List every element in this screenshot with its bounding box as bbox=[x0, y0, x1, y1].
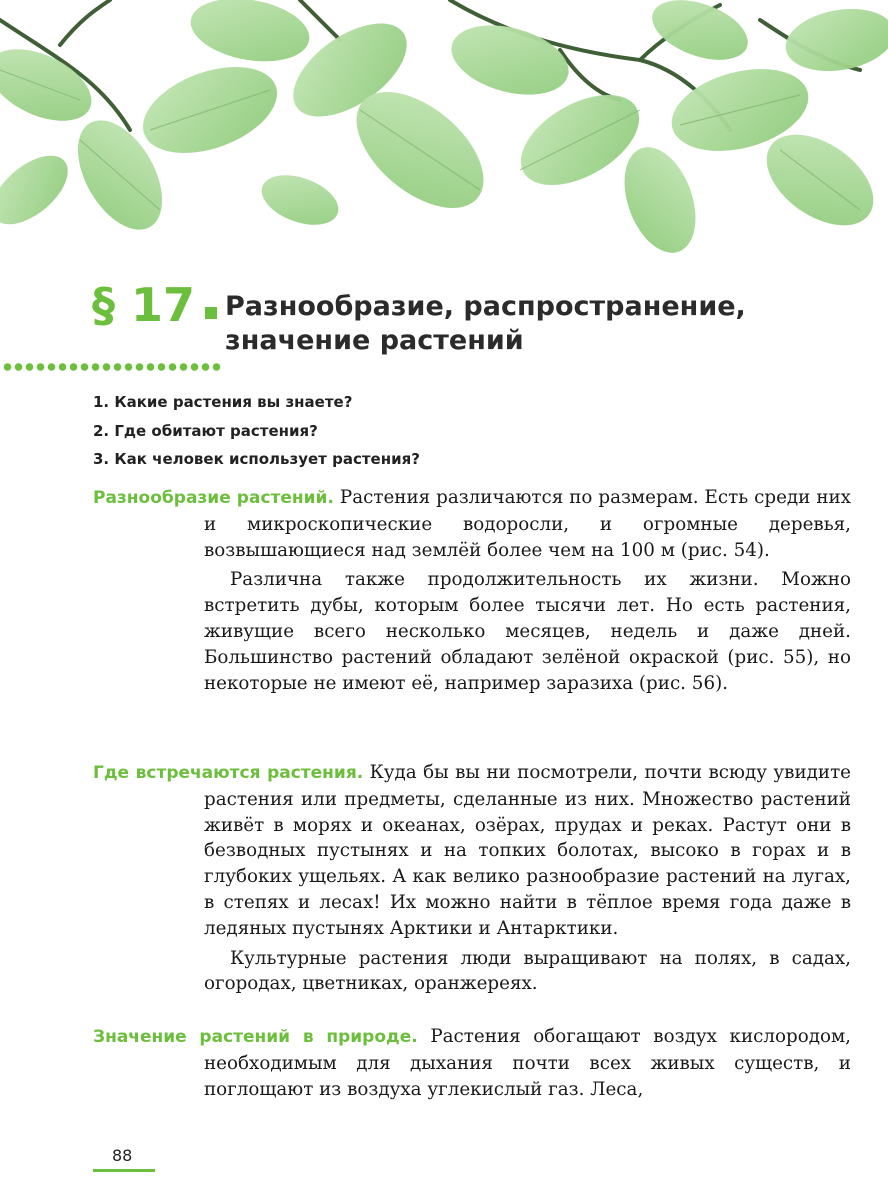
section-number: § 17 bbox=[92, 278, 196, 332]
section-title bbox=[92, 272, 872, 362]
dotted-divider bbox=[2, 363, 222, 371]
paragraph bbox=[93, 485, 851, 563]
section-importance bbox=[93, 1024, 851, 1102]
page-title bbox=[225, 290, 746, 358]
paragraph: Различна также продолжительность их жизни. Можно встретить дубы, которым более тысячи лет. Но есть растения, живущие всего несколько месяцев, недель и даже дней. Большинство растений обладают зелёной окраской (рис. 55), но некоторые не имеют её, например заразиха (рис. 56). bbox=[204, 569, 851, 694]
paragraph-text: Куда бы вы ни посмотрели, почти всюду увидите растения или предметы, сделанные из них. Множество растений живёт в морях и океанах, озёрах, прудах и реках. Растут они в безводных пустынях и на топких болотах, высоко в горах и в глубоких ущельях. А как велико разнообразие растений на лугах, в степях и лесах! Их можно найти в тёплое время года даже в ледяных пустынях Арктики и Антарктики. bbox=[204, 762, 851, 939]
question-item: 1. Какие растения вы знаете? bbox=[93, 393, 353, 411]
paragraph: Культурные растения люди выращивают на полях, в садах, огородах, цветниках, оранжереях. bbox=[204, 947, 851, 995]
section-habitat bbox=[93, 760, 851, 997]
title-line-2: значение растений bbox=[225, 325, 524, 356]
title-bullet bbox=[205, 307, 217, 319]
section-heading: Где встречаются растения. bbox=[93, 763, 364, 783]
paragraph bbox=[93, 1024, 851, 1102]
paragraph-text: Растения различаются по размерам. Есть среди них и микроскопические водоросли, и огромные деревья, возвышающиеся над землёй более чем на 100 м (рис. 54). bbox=[204, 487, 851, 561]
page-number-underline bbox=[93, 1169, 155, 1172]
leaves-illustration bbox=[0, 0, 888, 270]
question-item: 3. Как человек использует растения? bbox=[93, 450, 420, 468]
paragraph bbox=[93, 760, 851, 942]
page-number: 88 bbox=[112, 1146, 133, 1165]
section-heading: Разнообразие растений. bbox=[93, 488, 334, 508]
section-diversity bbox=[93, 485, 851, 696]
paragraph-text: Растения обогащают воздух кислородом, необходимым для дыхания почти всех живых существ, и поглощают из воздуха углекислый газ. Леса, bbox=[204, 1026, 851, 1100]
question-list bbox=[93, 388, 420, 474]
title-line-1: Разнообразие, распространение, bbox=[225, 291, 746, 322]
question-item: 2. Где обитают растения? bbox=[93, 421, 318, 440]
section-heading: Значение растений в природе. bbox=[93, 1027, 418, 1047]
